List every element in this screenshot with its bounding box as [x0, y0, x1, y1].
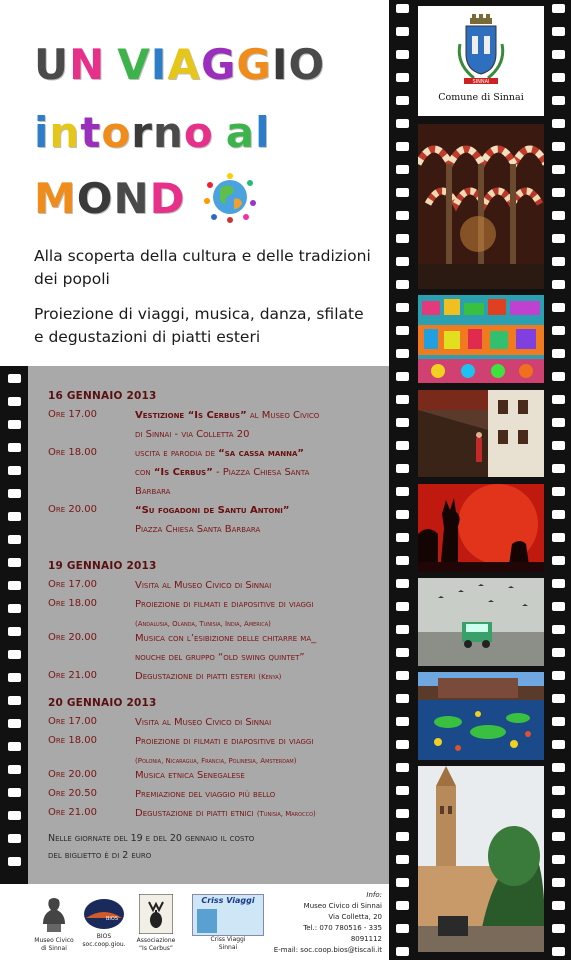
logo-label: “Is Cerbus”: [138, 945, 174, 952]
bios-logo-icon: [84, 898, 124, 930]
logo-cerbus: [134, 894, 178, 953]
sprocket-hole: [396, 211, 409, 220]
title-letter: a: [225, 108, 256, 157]
logo-label: Museo Civico: [34, 937, 74, 944]
subtitle-discovery: Alla scoperta della cultura e delle tradizioni dei popoli: [34, 247, 371, 288]
event-line: Barbara: [135, 486, 171, 497]
event-line: Musica etnica Senegalese: [135, 770, 245, 781]
note-line: del biglietto è di 2 euro: [48, 850, 152, 861]
subtitle-projection: Proiezione di viaggi, musica, danza, sfilate e degustazioni di piatti esteri: [34, 305, 364, 346]
sprocket-hole: [8, 673, 21, 682]
info-line: Via Colletta, 20: [328, 913, 382, 921]
photo-garden-pond: [418, 672, 544, 760]
event-time: Ore 20.50: [48, 788, 97, 799]
sprocket-hole: [552, 50, 565, 59]
sprocket-hole: [8, 696, 21, 705]
title-line-1: [34, 40, 326, 89]
sprocket-hole: [552, 280, 565, 289]
sprocket-hole: [8, 374, 21, 383]
sprocket-hole: [396, 487, 409, 496]
sprocket-hole: [396, 671, 409, 680]
sprocket-hole: [8, 512, 21, 521]
sprocket-hole: [552, 947, 565, 956]
event-description: [135, 713, 385, 732]
sprocket-hole: [552, 487, 565, 496]
sprocket-hole: [396, 763, 409, 772]
event-line: Visita al Museo Civico di Sinnai: [135, 717, 272, 728]
event-line: di Sinnai - via Colletta 20: [135, 429, 250, 440]
sprocket-hole: [396, 234, 409, 243]
sprocket-hole: [396, 579, 409, 588]
sprocket-hole: [8, 811, 21, 820]
event-description: [135, 501, 385, 539]
sprocket-hole: [8, 742, 21, 751]
ticket-note: [48, 830, 368, 864]
sprocket-hole: [396, 280, 409, 289]
event-line: nouche del gruppo “old swing quintet”: [135, 652, 305, 663]
day-heading: 20 GENNAIO 2013: [48, 697, 157, 709]
sprocket-hole: [552, 878, 565, 887]
title-letter: N: [113, 174, 150, 223]
sprocket-hole: [552, 740, 565, 749]
comune-logo: [418, 6, 544, 116]
sprocket-hole: [8, 765, 21, 774]
sprocket-hole: [552, 326, 565, 335]
sprocket-hole: [8, 443, 21, 452]
sprocket-hole: [396, 464, 409, 473]
sprocket-hole: [396, 326, 409, 335]
event-line: (Polonia, Nicaragua, Francia, Polinesia, Amsterdam): [135, 757, 297, 765]
event-time: Ore 18.00: [48, 598, 97, 609]
logo-label: di Sinnai: [41, 945, 67, 952]
comune-caption: Comune di Sinnai: [438, 92, 524, 103]
film-strip-left: [0, 366, 28, 884]
photo-mosque-arches: [418, 124, 544, 289]
title-letter: O: [76, 174, 114, 223]
sprocket-hole: [552, 717, 565, 726]
title-letter: o: [101, 108, 132, 157]
event-line: Visita al Museo Civico di Sinnai: [135, 580, 272, 591]
svg-text:SINNAI: SINNAI: [472, 79, 490, 85]
title-letter: r: [131, 108, 153, 157]
logo-label: Associazione: [136, 937, 176, 944]
sprocket-hole: [396, 395, 409, 404]
sprocket-hole: [552, 579, 565, 588]
title-letter: n: [49, 108, 81, 157]
sprocket-hole: [396, 878, 409, 887]
event-time: Ore 20.00: [48, 769, 97, 780]
logo-label: soc.coop.giou.: [82, 941, 126, 948]
sprocket-hole: [396, 809, 409, 818]
info-line: E-mail: soc.coop.bios@tiscali.it: [273, 946, 382, 954]
event-line: “Su fogadoni de Santu Antoni”: [135, 505, 290, 516]
sprocket-hole: [8, 558, 21, 567]
sprocket-hole: [8, 466, 21, 475]
sprocket-hole: [8, 627, 21, 636]
sprocket-hole: [552, 395, 565, 404]
criss-banner-title: Criss Viaggi: [201, 896, 255, 905]
event-line: Proiezione di filmati e diapositive di viaggi: [135, 599, 314, 610]
sprocket-hole: [552, 372, 565, 381]
title-letter: N: [69, 40, 106, 89]
title-letter: G: [236, 40, 272, 89]
sprocket-hole: [396, 372, 409, 381]
logo-label: BIOS: [96, 933, 112, 940]
sprocket-hole: [552, 809, 565, 818]
event-line: Premiazione del viaggio più bello: [135, 789, 276, 800]
sprocket-hole: [396, 4, 409, 13]
title-letter: l: [255, 108, 271, 157]
sprocket-hole: [552, 694, 565, 703]
sprocket-hole: [552, 165, 565, 174]
note-line: Nelle giornate del 19 e del 20 gennaio il costo: [48, 833, 255, 844]
sprocket-hole: [8, 397, 21, 406]
title-line-3: [34, 174, 186, 223]
sprocket-hole: [8, 788, 21, 797]
event-description: [135, 667, 385, 687]
sprocket-hole: [396, 694, 409, 703]
event-time: Ore 17.00: [48, 409, 97, 420]
sprocket-hole: [396, 533, 409, 542]
sprocket-hole: [552, 188, 565, 197]
sprocket-hole: [552, 671, 565, 680]
sprocket-hole: [552, 924, 565, 933]
sprocket-hole: [552, 257, 565, 266]
event-time: Ore 21.00: [48, 807, 97, 818]
sprocket-hole: [8, 535, 21, 544]
crest-icon: [456, 14, 506, 90]
sprocket-hole: [396, 50, 409, 59]
photo-cathedral-tower: [418, 766, 544, 952]
sprocket-hole: [8, 834, 21, 843]
sprocket-hole: [552, 464, 565, 473]
event-description: [135, 444, 385, 501]
event-line: Musica con l’esibizione delle chitarre ma_: [135, 633, 317, 644]
event-description: [135, 785, 385, 804]
sprocket-hole: [552, 418, 565, 427]
event-description: [135, 406, 385, 444]
sprocket-hole: [396, 165, 409, 174]
sprocket-hole: [552, 119, 565, 128]
sprocket-hole: [396, 119, 409, 128]
sprocket-hole: [396, 441, 409, 450]
sprocket-hole: [8, 719, 21, 728]
event-time: Ore 18.00: [48, 735, 97, 746]
cerbus-logo-icon: [139, 894, 173, 934]
event-description: [135, 576, 385, 595]
event-time: Ore 20.00: [48, 632, 97, 643]
title-letter: A: [167, 40, 201, 89]
event-line: Piazza Chiesa Santa Barbara: [135, 524, 261, 535]
sprocket-hole: [552, 556, 565, 565]
title-letter: M: [34, 174, 77, 223]
sprocket-hole: [552, 441, 565, 450]
sprocket-hole: [552, 27, 565, 36]
sprocket-hole: [552, 901, 565, 910]
event-line: (Andalusia, Olanda, Tunisia, India, America): [135, 620, 271, 628]
sprocket-hole: [552, 349, 565, 358]
event-description: [135, 804, 385, 824]
sprocket-hole: [552, 786, 565, 795]
logo-bios: [82, 898, 126, 949]
logo-museo: [34, 896, 74, 953]
event-time: Ore 17.00: [48, 579, 97, 590]
sprocket-hole: [396, 142, 409, 151]
event-line: Degustazione di piatti esteri (Kenya): [135, 671, 282, 682]
title-letter: t: [80, 108, 102, 157]
sprocket-hole: [396, 602, 409, 611]
title-letter: O: [288, 40, 326, 89]
photo-fire-silhouette: [418, 484, 544, 572]
sprocket-hole: [396, 832, 409, 841]
statue-icon: [39, 896, 69, 934]
logo-label: Criss Viaggi: [210, 936, 246, 943]
sprocket-hole: [552, 303, 565, 312]
title-letter: U: [34, 40, 70, 89]
sprocket-hole: [396, 717, 409, 726]
sprocket-hole: [396, 786, 409, 795]
title-letter: G: [200, 40, 237, 89]
info-contacts: [270, 890, 382, 956]
sprocket-hole: [552, 510, 565, 519]
sprocket-hole: [552, 73, 565, 82]
info-line: Museo Civico di Sinnai: [303, 902, 382, 910]
globe-icon: [202, 171, 258, 223]
title-letter: I: [271, 40, 289, 89]
sprocket-hole: [8, 857, 21, 866]
event-time: Ore 20.00: [48, 504, 97, 515]
photo-temple-wall: [418, 390, 544, 477]
sprocket-hole: [396, 625, 409, 634]
logo-criss-viaggi: [190, 894, 266, 952]
sprocket-hole: [552, 648, 565, 657]
day-heading: 19 GENNAIO 2013: [48, 560, 157, 572]
sprocket-hole: [396, 947, 409, 956]
sprocket-hole: [396, 188, 409, 197]
sprocket-hole: [552, 763, 565, 772]
sprocket-hole: [396, 855, 409, 864]
sprocket-hole: [8, 650, 21, 659]
sprocket-hole: [552, 602, 565, 611]
title-letter: n: [152, 108, 184, 157]
event-time: Ore 17.00: [48, 716, 97, 727]
svg-text:BIOS: BIOS: [106, 916, 119, 922]
info-label: Info:: [366, 891, 382, 899]
sprocket-hole: [552, 96, 565, 105]
event-line: Vestizione “Is Cerbus” al Museo Civico: [135, 410, 320, 421]
day-heading: 16 GENNAIO 2013: [48, 390, 157, 402]
sprocket-hole: [396, 418, 409, 427]
info-line: Tel.: 070 780516 - 335 8091112: [303, 924, 382, 943]
title-letter: I: [150, 40, 168, 89]
title-letter: V: [117, 40, 151, 89]
title-letter: o: [183, 108, 214, 157]
event-description: [135, 766, 385, 785]
photo-beach-car: [418, 578, 544, 666]
sprocket-hole: [8, 581, 21, 590]
sprocket-hole: [396, 556, 409, 565]
criss-banner: [192, 894, 264, 936]
sprocket-hole: [396, 257, 409, 266]
sprocket-hole: [552, 142, 565, 151]
sprocket-hole: [396, 648, 409, 657]
sprocket-hole: [552, 832, 565, 841]
sprocket-hole: [396, 303, 409, 312]
sprocket-hole: [8, 489, 21, 498]
title-letter: D: [149, 174, 186, 223]
photo-market-stall: [418, 295, 544, 383]
sprocket-hole: [552, 855, 565, 864]
sprocket-hole: [396, 510, 409, 519]
sprocket-hole: [552, 211, 565, 220]
event-description: [135, 629, 385, 667]
sprocket-hole: [396, 924, 409, 933]
event-line: Degustazione di piatti etnici (Tunisia, Marocco): [135, 808, 316, 819]
sprocket-hole: [396, 73, 409, 82]
sprocket-hole: [552, 4, 565, 13]
sprocket-hole: [552, 234, 565, 243]
criss-banner-photo: [197, 909, 217, 933]
sprocket-hole: [552, 625, 565, 634]
title-line-2: [34, 108, 271, 157]
sprocket-hole: [396, 96, 409, 105]
title-letter: i: [34, 108, 50, 157]
sprocket-hole: [8, 604, 21, 613]
sprocket-hole: [552, 533, 565, 542]
event-time: Ore 18.00: [48, 447, 97, 458]
sprocket-hole: [396, 27, 409, 36]
sprocket-hole: [396, 349, 409, 358]
sprocket-hole: [396, 740, 409, 749]
sprocket-hole: [8, 420, 21, 429]
event-line: uscita e parodia de “sa cassa manna”: [135, 448, 304, 459]
sprocket-hole: [396, 901, 409, 910]
event-line: Proiezione di filmati e diapositive di viaggi: [135, 736, 314, 747]
logo-label: Sinnai: [218, 944, 238, 951]
event-time: Ore 21.00: [48, 670, 97, 681]
event-line: con “Is Cerbus” - Piazza Chiesa Santa: [135, 467, 310, 478]
